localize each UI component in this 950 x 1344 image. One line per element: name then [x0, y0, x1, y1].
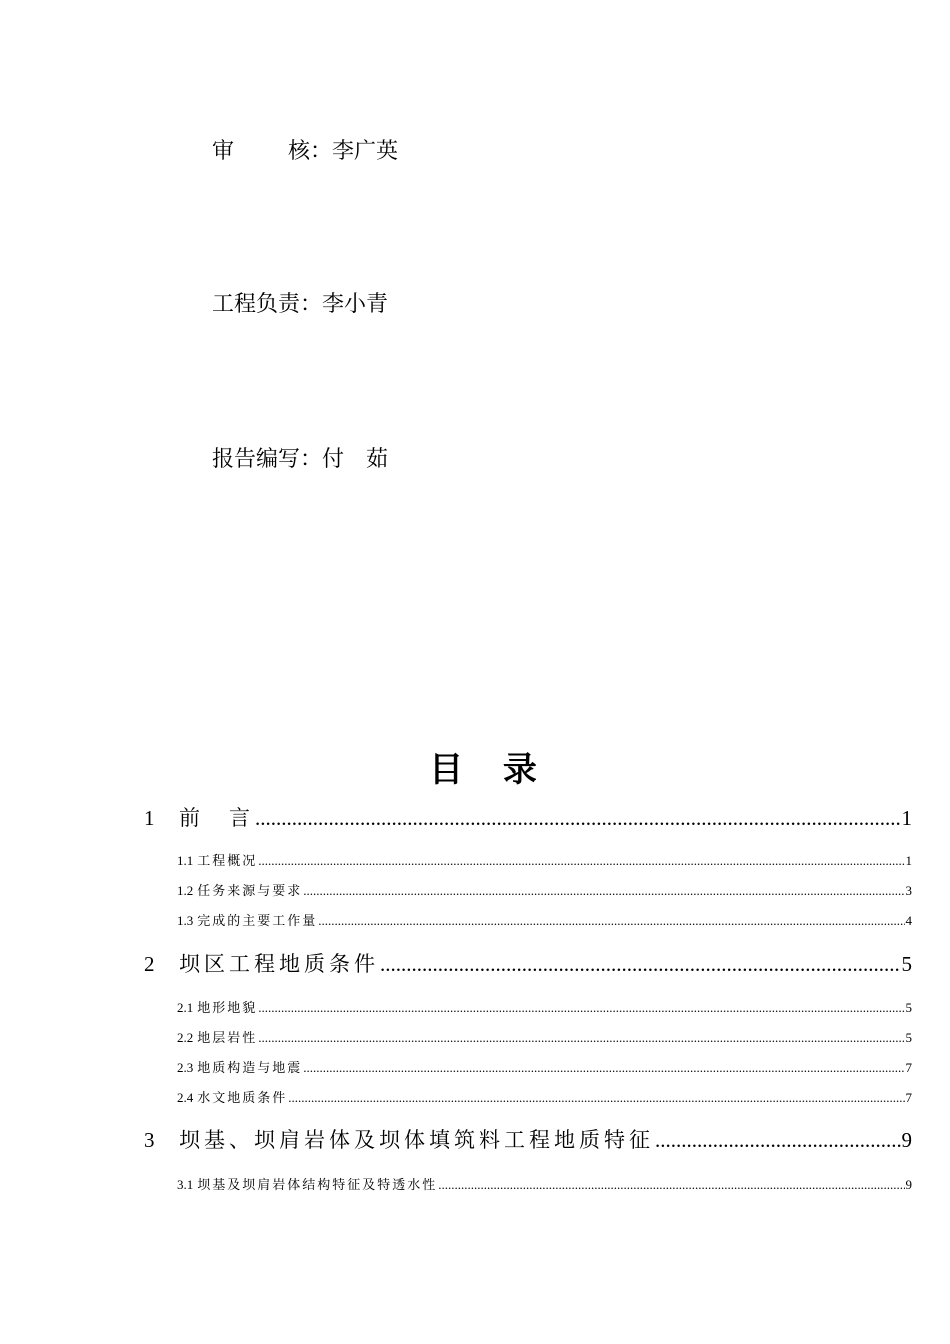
toc-entry-number: 2.2 — [177, 1030, 194, 1045]
toc-entry-page: 5 — [905, 1000, 912, 1015]
toc-entry[interactable] — [177, 1000, 912, 1016]
signature-author — [212, 445, 388, 475]
reviewer-name: 李广英 — [332, 139, 399, 164]
toc-entry[interactable] — [144, 1127, 912, 1153]
toc-entry-number: 2.3 — [177, 1060, 194, 1075]
author-label: 报告编写： — [212, 447, 323, 472]
engineering-label: 工程负责： — [212, 292, 323, 317]
toc-entry-number: 3 — [144, 1128, 155, 1152]
toc-entry-number: 3.1 — [177, 1177, 194, 1192]
toc-entry[interactable] — [177, 1177, 912, 1193]
engineer-name: 李小青 — [322, 292, 389, 317]
toc-entry-text: 坝基、坝肩岩体及坝体填筑料工程地质特征 — [179, 1128, 654, 1152]
toc-leader-dots — [288, 1090, 904, 1106]
toc-entry[interactable] — [177, 913, 912, 929]
toc-leader-dots — [303, 1060, 904, 1076]
toc-entry-page: 3 — [905, 883, 912, 898]
toc-entry[interactable] — [144, 951, 912, 977]
signature-review — [212, 137, 398, 167]
toc-leader-dots — [438, 1177, 904, 1193]
toc-leader-dots — [380, 951, 901, 977]
toc-entry-page: 4 — [905, 913, 912, 928]
toc-leader-dots — [258, 1000, 904, 1016]
toc-entry-text: 地形地貌 — [197, 1000, 258, 1015]
toc-entry-page: 7 — [905, 1060, 912, 1075]
toc-entry[interactable] — [177, 1030, 912, 1046]
toc-entry-number: 2.4 — [177, 1090, 194, 1105]
toc-entry[interactable] — [177, 1060, 912, 1076]
toc-title: 目 录 — [429, 750, 551, 790]
toc-leader-dots — [655, 1127, 901, 1153]
toc-leader-dots — [318, 913, 904, 929]
toc-entry-text: 地质构造与地震 — [197, 1060, 303, 1075]
toc-entry-page: 5 — [905, 1030, 912, 1045]
toc-entry-text: 任务来源与要求 — [197, 883, 303, 898]
toc-entry-text: 坝基及坝肩岩体结构特征及特透水性 — [197, 1177, 438, 1192]
toc-entry[interactable] — [177, 1090, 912, 1106]
toc-entry-page: 9 — [905, 1177, 912, 1192]
toc-leader-dots — [258, 853, 904, 869]
author-name: 付 茹 — [322, 447, 389, 472]
toc-entry[interactable] — [144, 805, 912, 831]
toc-entry-text: 完成的主要工作量 — [197, 913, 318, 928]
review-label-char-1: 审 — [212, 139, 235, 164]
toc-entry[interactable] — [177, 853, 912, 869]
toc-entry-text: 坝区工程地质条件 — [179, 952, 379, 976]
toc-entry-number: 2.1 — [177, 1000, 194, 1015]
toc-entry-page: 7 — [905, 1090, 912, 1105]
signature-engineering — [212, 290, 388, 320]
toc-entry-number: 1.2 — [177, 883, 194, 898]
toc-entry-number: 1 — [144, 806, 155, 830]
toc-entry-text: 地层岩性 — [197, 1030, 258, 1045]
toc-entry-text: 前 言 — [179, 806, 254, 830]
toc-leader-dots — [258, 1030, 904, 1046]
toc-entry-page: 5 — [901, 952, 912, 976]
toc-entry-number: 1.3 — [177, 913, 194, 928]
toc-entry-page: 1 — [901, 806, 912, 830]
toc-entry-text: 水文地质条件 — [197, 1090, 288, 1105]
toc-leader-dots — [303, 883, 904, 899]
toc-leader-dots — [255, 805, 901, 831]
toc-entry-text: 工程概况 — [197, 853, 258, 868]
toc-entry[interactable] — [177, 883, 912, 899]
toc-entry-number: 1.1 — [177, 853, 194, 868]
toc-entry-page: 9 — [901, 1128, 912, 1152]
toc-entry-number: 2 — [144, 952, 155, 976]
review-label-char-2: 核： — [287, 139, 332, 164]
toc-entry-page: 1 — [905, 853, 912, 868]
review-label — [212, 137, 332, 167]
